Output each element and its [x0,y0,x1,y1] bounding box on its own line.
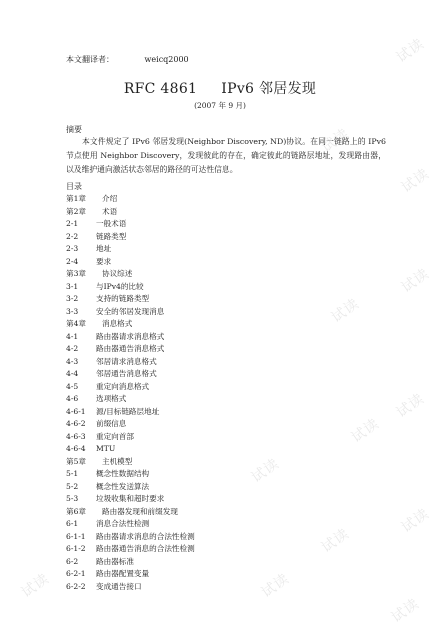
toc-item [66,231,195,244]
toc-item [66,443,195,456]
toc-item-number: 第6章 [66,506,87,516]
toc-item [66,268,195,281]
toc-item-number: 2-3 [66,244,79,253]
toc-item-title: 路由器请求消息的合法性检测 [96,531,195,541]
toc-item [66,556,195,569]
translator-line [66,54,189,65]
toc-item-number: 4-6-1 [66,406,86,416]
toc-item-title: 重定向首部 [96,431,134,441]
toc-item-number: 第1章 [66,194,87,203]
toc-item-number: 3-3 [66,306,79,316]
toc-item-title: 一般术语 [96,219,127,228]
toc-item [66,518,195,531]
toc-item-number: 第3章 [66,269,87,278]
watermark-text: 试读 [393,35,428,66]
toc-item-title: 概念性发送算法 [96,481,150,491]
watermark-text: 试读 [348,415,383,446]
toc-item-title: 与IPv4的比较 [96,281,144,291]
toc-item-title: 路由器请求消息格式 [96,331,165,341]
toc-item-number: 2-1 [66,219,79,228]
toc-item-title: 消息合法性检测 [96,519,150,528]
toc-item [66,256,195,269]
toc-item-title: 协议综述 [102,269,133,278]
toc-item-title: 支持的链路类型 [96,294,150,303]
toc-item [66,431,195,444]
watermark-text: 试读 [18,570,53,601]
toc-item [66,281,195,294]
toc-item-title: MTU [96,444,116,453]
toc-item-number: 6-1-2 [66,544,86,553]
toc-item-number: 4-6-3 [66,431,86,441]
toc-item-number: 3-2 [66,294,79,303]
toc-item [66,206,195,219]
toc-item-number: 6-2 [66,556,79,566]
title-name: IPv6 邻居发现 [221,81,317,97]
toc-item [66,406,195,419]
toc-item-number: 5-1 [66,469,79,478]
toc-item [66,343,195,356]
toc-item-title: 介绍 [102,194,118,203]
title-rfc-number: RFC 4861 [123,81,198,97]
watermark-text: 试读 [318,525,353,556]
toc-item-number: 4-1 [66,331,79,341]
toc-item-number: 5-2 [66,481,79,491]
toc-item-number: 6-1 [66,519,79,528]
toc-item [66,456,195,469]
toc-item [66,581,195,594]
toc-item-number: 2-2 [66,231,79,241]
toc-item [66,368,195,381]
toc-item-number: 6-1-1 [66,531,86,541]
watermark-text: 试读 [398,265,433,296]
watermark-text: 试读 [258,570,293,601]
toc-item-number: 4-6-4 [66,444,86,453]
toc-item [66,306,195,319]
watermark-text: 试读 [248,455,283,486]
toc-item-number: 2-4 [66,256,79,266]
toc-item [66,243,195,256]
toc-item [66,393,195,406]
watermark-text: 试读 [393,390,428,421]
toc-item [66,381,195,394]
toc-item-title: 路由器标准 [96,556,134,566]
toc-item [66,543,195,556]
toc-item-title: 路由器发现和前缀发现 [102,506,178,516]
toc-item [66,418,195,431]
toc-item-title: 路由器通告消息的合法性检测 [96,544,195,553]
toc-item-number: 4-6 [66,394,79,403]
toc-item [66,531,195,544]
toc-item-title: 术语 [102,206,118,216]
toc-item [66,318,195,331]
toc-item-number: 第5章 [66,456,87,466]
toc-item [66,331,195,344]
toc-heading: 目录 [66,182,82,191]
toc-item [66,493,195,506]
toc-item-title: 垃圾收集和超时要求 [96,494,165,503]
toc-item-title: 重定向消息格式 [96,381,150,391]
toc-item-number: 4-2 [66,344,79,353]
document-date: (2007 年 9 月) [194,101,246,110]
watermark-text: 试读 [398,505,433,536]
toc-item-title: 路由器配置变量 [96,569,150,578]
toc-item-number: 4-3 [66,356,79,366]
toc-item [66,568,195,581]
toc-item-title: 要求 [96,256,112,266]
document-title [0,78,440,98]
toc-item [66,481,195,494]
toc-item [66,193,195,206]
watermark-text: 试读 [388,595,423,626]
toc-item-title: 概念性数据结构 [96,469,150,478]
toc-item-number: 6-2-1 [66,569,86,578]
toc-item-title: 邻居通告消息格式 [96,369,157,378]
toc-item-title: 前缀信息 [96,419,127,428]
toc-item [66,293,195,306]
abstract-heading: 摘要 [66,125,82,134]
toc-item-title: 变成通告接口 [96,581,142,591]
toc-item-number: 5-3 [66,494,79,503]
toc-item [66,218,195,231]
toc-item-number: 4-5 [66,381,79,391]
toc-item-title: 地址 [96,244,112,253]
toc-item-title: 消息格式 [102,319,133,328]
table-of-contents [66,193,195,593]
watermark-text: 试读 [398,165,433,196]
toc-item [66,468,195,481]
toc-item-number: 第4章 [66,319,87,328]
toc-item-number: 3-1 [66,281,79,291]
toc-item-title: 安全的邻居发现消息 [96,306,165,316]
toc-item-title: 选项格式 [96,394,127,403]
toc-item-number: 4-6-2 [66,419,86,428]
toc-item [66,356,195,369]
toc-item-title: 邻居请求消息格式 [96,356,157,366]
watermark-text: 试读 [328,295,363,326]
translator-label: 本文翻译者： [66,55,114,64]
toc-item-number: 4-4 [66,369,79,378]
translator-name: weicq2000 [144,55,189,64]
toc-item-title: 路由器通告消息格式 [96,344,165,353]
toc-item-number: 第2章 [66,206,87,216]
toc-item [66,506,195,519]
toc-item-title: 链路类型 [96,231,127,241]
watermark-text: 试读 [318,125,353,156]
toc-item-title: 源/目标链路层地址 [96,406,160,416]
toc-item-number: 6-2-2 [66,581,86,591]
toc-item-title: 主机模型 [102,456,133,466]
abstract-text: 本文件规定了 IPv6 邻居发现(Neighbor Discovery, ND)协议。在同一链路上的 IPv6 节点使用 Neighbor Discovery，发现彼此的存在，确定彼此的链路层地址，发现路由器，以及维护通向激活状态邻居的路径的可达性信息。 [66,137,386,174]
